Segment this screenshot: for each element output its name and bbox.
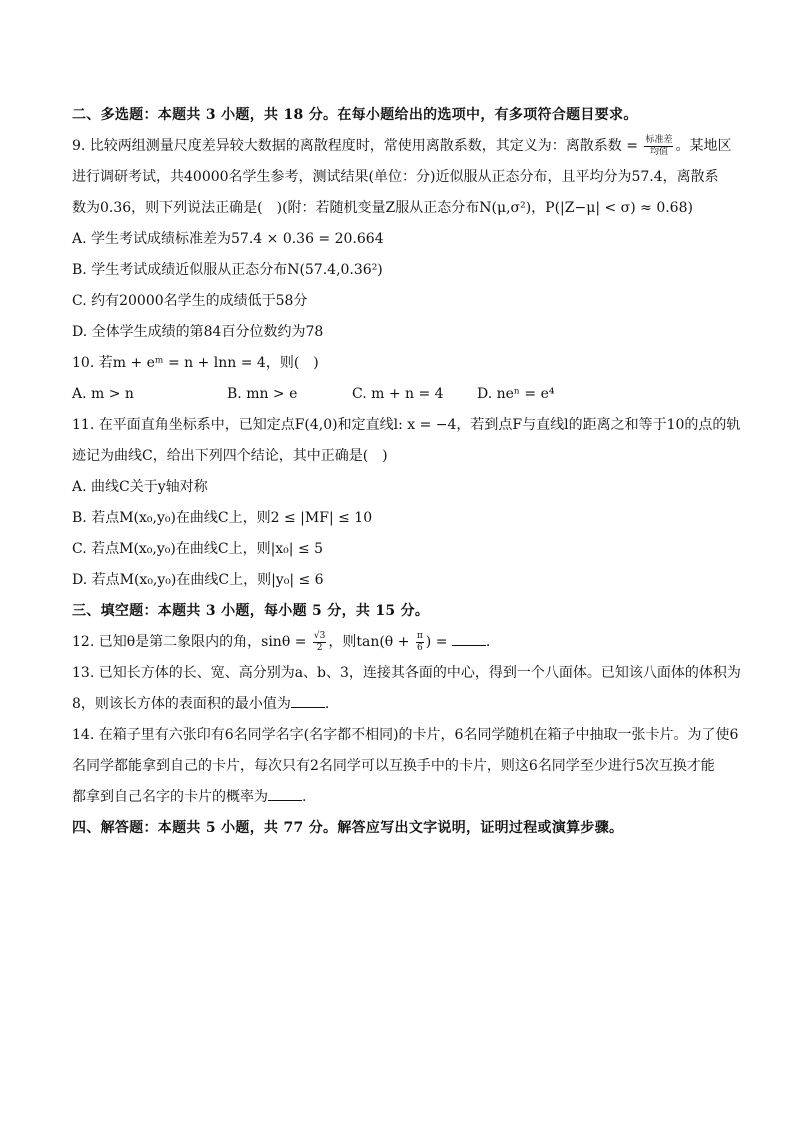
fraction-denominator: 2	[316, 642, 323, 653]
q13-line-1: 13. 已知长方体的长、宽、高分别为a、b、3，连接其各面的中心，得到一个八面体。已知该八面体的体积为	[72, 665, 741, 681]
question-11	[72, 410, 741, 596]
q11-option-c: C. 若点M(x₀,y₀)在曲线C上，则|x₀| ≤ 5	[72, 541, 324, 557]
q12-text-d: .	[485, 634, 491, 650]
q10-options	[72, 379, 732, 410]
fraction-denominator: 均值	[649, 146, 668, 157]
q10-stem: 10. 若m + eᵐ = n + lnn = 4，则( )	[72, 355, 319, 371]
q14-text-b: .	[302, 789, 307, 805]
pi-over-6-fraction	[416, 631, 424, 654]
q9-option-d: D. 全体学生成绩的第84百分位数约为78	[72, 324, 324, 340]
question-12	[72, 627, 732, 658]
answer-blank	[268, 799, 302, 801]
q12-text-c: ) =	[425, 634, 452, 650]
question-10	[72, 348, 732, 410]
question-14	[72, 720, 739, 813]
cv-fraction	[644, 135, 673, 158]
q10-option-d: D. neⁿ = e⁴	[477, 386, 555, 402]
q13-text-b: .	[324, 696, 330, 712]
fraction-denominator: 6	[416, 642, 423, 653]
q9-text-a: 9. 比较两组测量尺度差异较大数据的离散程度时，常使用离散系数，其定义为：离散系数 =	[72, 138, 643, 154]
q10-option-b: B. mn > e	[227, 386, 298, 402]
answer-blank	[291, 706, 325, 708]
q11-line-2: 迹记为曲线C，给出下列四个结论，其中正确是( )	[72, 448, 388, 464]
q11-option-d: D. 若点M(x₀,y₀)在曲线C上，则|y₀| ≤ 6	[72, 572, 324, 588]
q9-line-1	[72, 131, 732, 162]
q9-option-a: A. 学生考试成绩标准差为57.4 × 0.36 = 20.664	[72, 231, 384, 247]
fraction-numerator: √3	[313, 630, 326, 641]
sqrt3-over-2-fraction	[313, 631, 326, 654]
q13-text-a: 8，则该长方体的表面积的最小值为	[72, 696, 291, 712]
section-4-header: 四、解答题：本题共 5 小题，共 77 分。解答应写出文字说明，证明过程或演算步骤。	[72, 820, 624, 836]
q14-line-3	[72, 782, 732, 813]
fraction-numerator: 标准差	[645, 134, 673, 145]
q12-text-b: ，则tan(θ +	[328, 634, 414, 650]
q14-line-1: 14. 在箱子里有六张印有6名同学名字(名字都不相同)的卡片，6名同学随机在箱子中抽取一张卡片。为了使6	[72, 727, 739, 743]
q14-line-2: 名同学都能拿到自己的卡片，每次只有2名同学可以互换手中的卡片，则这6名同学至少进行5次互换才能	[72, 758, 715, 774]
section-3-header: 三、填空题：本题共 3 小题，每小题 5 分，共 15 分。	[72, 603, 430, 619]
q9-text-b: 。某地区	[675, 138, 732, 154]
answer-blank	[452, 644, 486, 646]
q10-option-c: C. m + n = 4	[352, 386, 444, 402]
q11-option-b: B. 若点M(x₀,y₀)在曲线C上，则2 ≤ |MF| ≤ 10	[72, 510, 373, 526]
question-13	[72, 658, 741, 720]
section-2-header: 二、多选题：本题共 3 小题，共 18 分。在每小题给出的选项中，有多项符合题目要求。	[72, 107, 638, 123]
question-9	[72, 131, 732, 348]
q10-option-a: A. m > n	[72, 386, 134, 402]
q14-text-a: 都拿到自己名字的卡片的概率为	[72, 789, 268, 805]
q12-text-a: 12. 已知θ是第二象限内的角，sinθ =	[72, 634, 311, 650]
q9-option-c: C. 约有20000名学生的成绩低于58分	[72, 293, 308, 309]
q9-line-2: 进行调研考试，共40000名学生参考，测试结果(单位：分)近似服从正态分布，且平均分为57.4，离散系	[72, 169, 719, 185]
fraction-numerator: π	[416, 630, 423, 641]
q11-option-a: A. 曲线C关于y轴对称	[72, 479, 208, 495]
q9-line-3: 数为0.36，则下列说法正确是( )(附：若随机变量Z服从正态分布N(μ,σ²)，P(|Z−μ| < σ) ≈ 0.68)	[72, 200, 693, 216]
exam-page	[72, 100, 741, 844]
q13-line-2	[72, 689, 732, 720]
q11-line-1: 11. 在平面直角坐标系中，已知定点F(4,0)和定直线l: x = −4，若到点F与直线l的距离之和等于10的点的轨	[72, 417, 741, 433]
q9-option-b: B. 学生考试成绩近似服从正态分布N(57.4,0.36²)	[72, 262, 383, 278]
